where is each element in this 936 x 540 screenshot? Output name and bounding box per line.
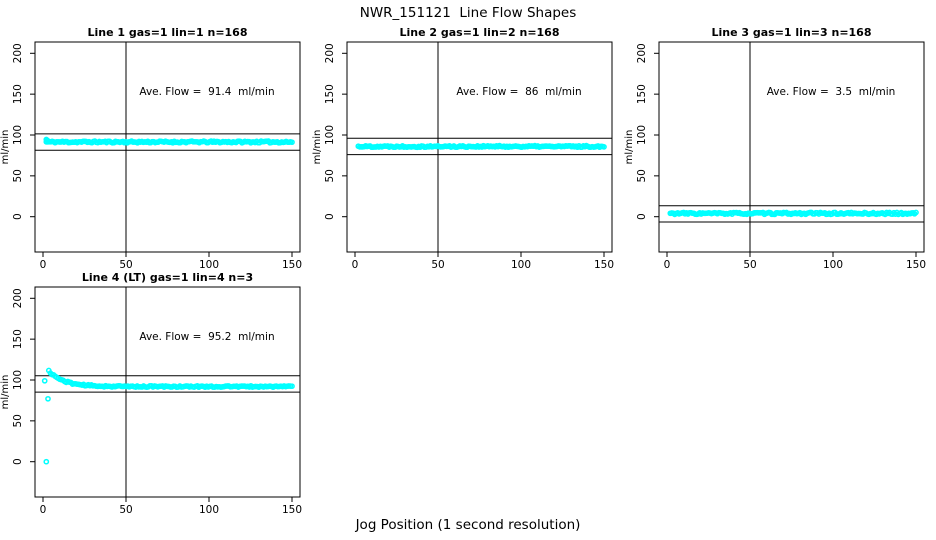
plot-box: [35, 42, 300, 252]
x-axis: [664, 252, 926, 271]
x-tick-label: 50: [743, 259, 757, 271]
plot-1-title: Line 1 gas=1 lin=1 n=168: [87, 26, 248, 39]
x-tick-label: 0: [39, 504, 47, 516]
subplot-line-1: [0, 26, 312, 272]
plot-2-chart: [312, 26, 624, 272]
y-axis: [12, 288, 35, 465]
y-tick-label: 200: [12, 43, 24, 64]
y-tick-label: 100: [324, 124, 336, 146]
y-tick-label: 50: [324, 169, 336, 183]
y-axis-label: ml/min: [312, 129, 323, 165]
y-tick-label: 50: [636, 169, 648, 183]
plot-1-chart: [0, 26, 312, 272]
y-axis: [636, 43, 659, 220]
plot-3-ave-flow-label: Ave. Flow = 3.5 ml/min: [766, 86, 896, 98]
y-tick-label: 200: [636, 43, 648, 64]
plot-3-chart: [624, 26, 936, 272]
data-point: [44, 460, 48, 464]
y-tick-label: 150: [12, 329, 24, 350]
x-tick-label: 150: [905, 259, 927, 271]
y-tick-label: 50: [12, 169, 24, 183]
figure-xlabel: Jog Position (1 second resolution): [355, 517, 581, 533]
y-axis: [324, 43, 347, 220]
y-tick-label: 150: [324, 84, 336, 105]
y-tick-label: 0: [12, 458, 24, 466]
data-point: [46, 397, 50, 401]
data-series: [356, 144, 606, 150]
x-tick-label: 100: [198, 504, 220, 516]
plot-3-title: Line 3 gas=1 lin=3 n=168: [711, 26, 872, 39]
x-tick-label: 0: [351, 259, 359, 271]
y-axis: [12, 43, 35, 220]
y-tick-label: 0: [636, 213, 648, 221]
plot-2-title: Line 2 gas=1 lin=2 n=168: [399, 26, 560, 39]
x-tick-label: 150: [593, 259, 615, 271]
x-tick-label: 150: [281, 259, 303, 271]
x-tick-label: 150: [281, 504, 303, 516]
x-axis: [352, 252, 614, 271]
x-tick-label: 50: [119, 259, 133, 271]
x-tick-label: 0: [39, 259, 47, 271]
x-tick-label: 50: [119, 504, 133, 516]
x-axis: [40, 497, 302, 516]
plot-4-title: Line 4 (LT) gas=1 lin=4 n=3: [81, 271, 254, 284]
x-tick-label: 0: [663, 259, 671, 271]
data-series: [43, 368, 295, 463]
y-tick-label: 200: [324, 43, 336, 64]
y-tick-label: 150: [12, 84, 24, 105]
y-axis-label: ml/min: [0, 129, 11, 165]
subplot-line-4: [0, 271, 312, 517]
subplot-line-2: [312, 26, 624, 272]
x-tick-label: 100: [198, 259, 220, 271]
y-tick-label: 100: [636, 124, 648, 146]
data-series: [668, 210, 918, 216]
data-series: [44, 137, 294, 145]
y-tick-label: 50: [12, 414, 24, 428]
data-point: [43, 379, 47, 383]
y-tick-label: 0: [324, 213, 336, 221]
x-tick-label: 50: [431, 259, 445, 271]
x-tick-label: 100: [510, 259, 532, 271]
plot-1-ave-flow-label: Ave. Flow = 91.4 ml/min: [139, 86, 275, 98]
subplot-line-3: [624, 26, 936, 272]
y-tick-label: 150: [636, 84, 648, 105]
y-tick-label: 0: [12, 213, 24, 221]
y-tick-label: 200: [12, 288, 24, 309]
plot-2-ave-flow-label: Ave. Flow = 86 ml/min: [456, 86, 582, 98]
x-tick-label: 100: [822, 259, 844, 271]
x-axis: [40, 252, 302, 271]
y-axis-label: ml/min: [624, 129, 635, 165]
y-tick-label: 100: [12, 369, 24, 391]
figure-title: NWR_151121 Line Flow Shapes: [359, 5, 577, 21]
plot-4-ave-flow-label: Ave. Flow = 95.2 ml/min: [139, 331, 275, 343]
y-axis-label: ml/min: [0, 374, 11, 410]
y-tick-label: 100: [12, 124, 24, 146]
plot-4-chart: [0, 271, 312, 517]
plot-box: [659, 42, 924, 252]
